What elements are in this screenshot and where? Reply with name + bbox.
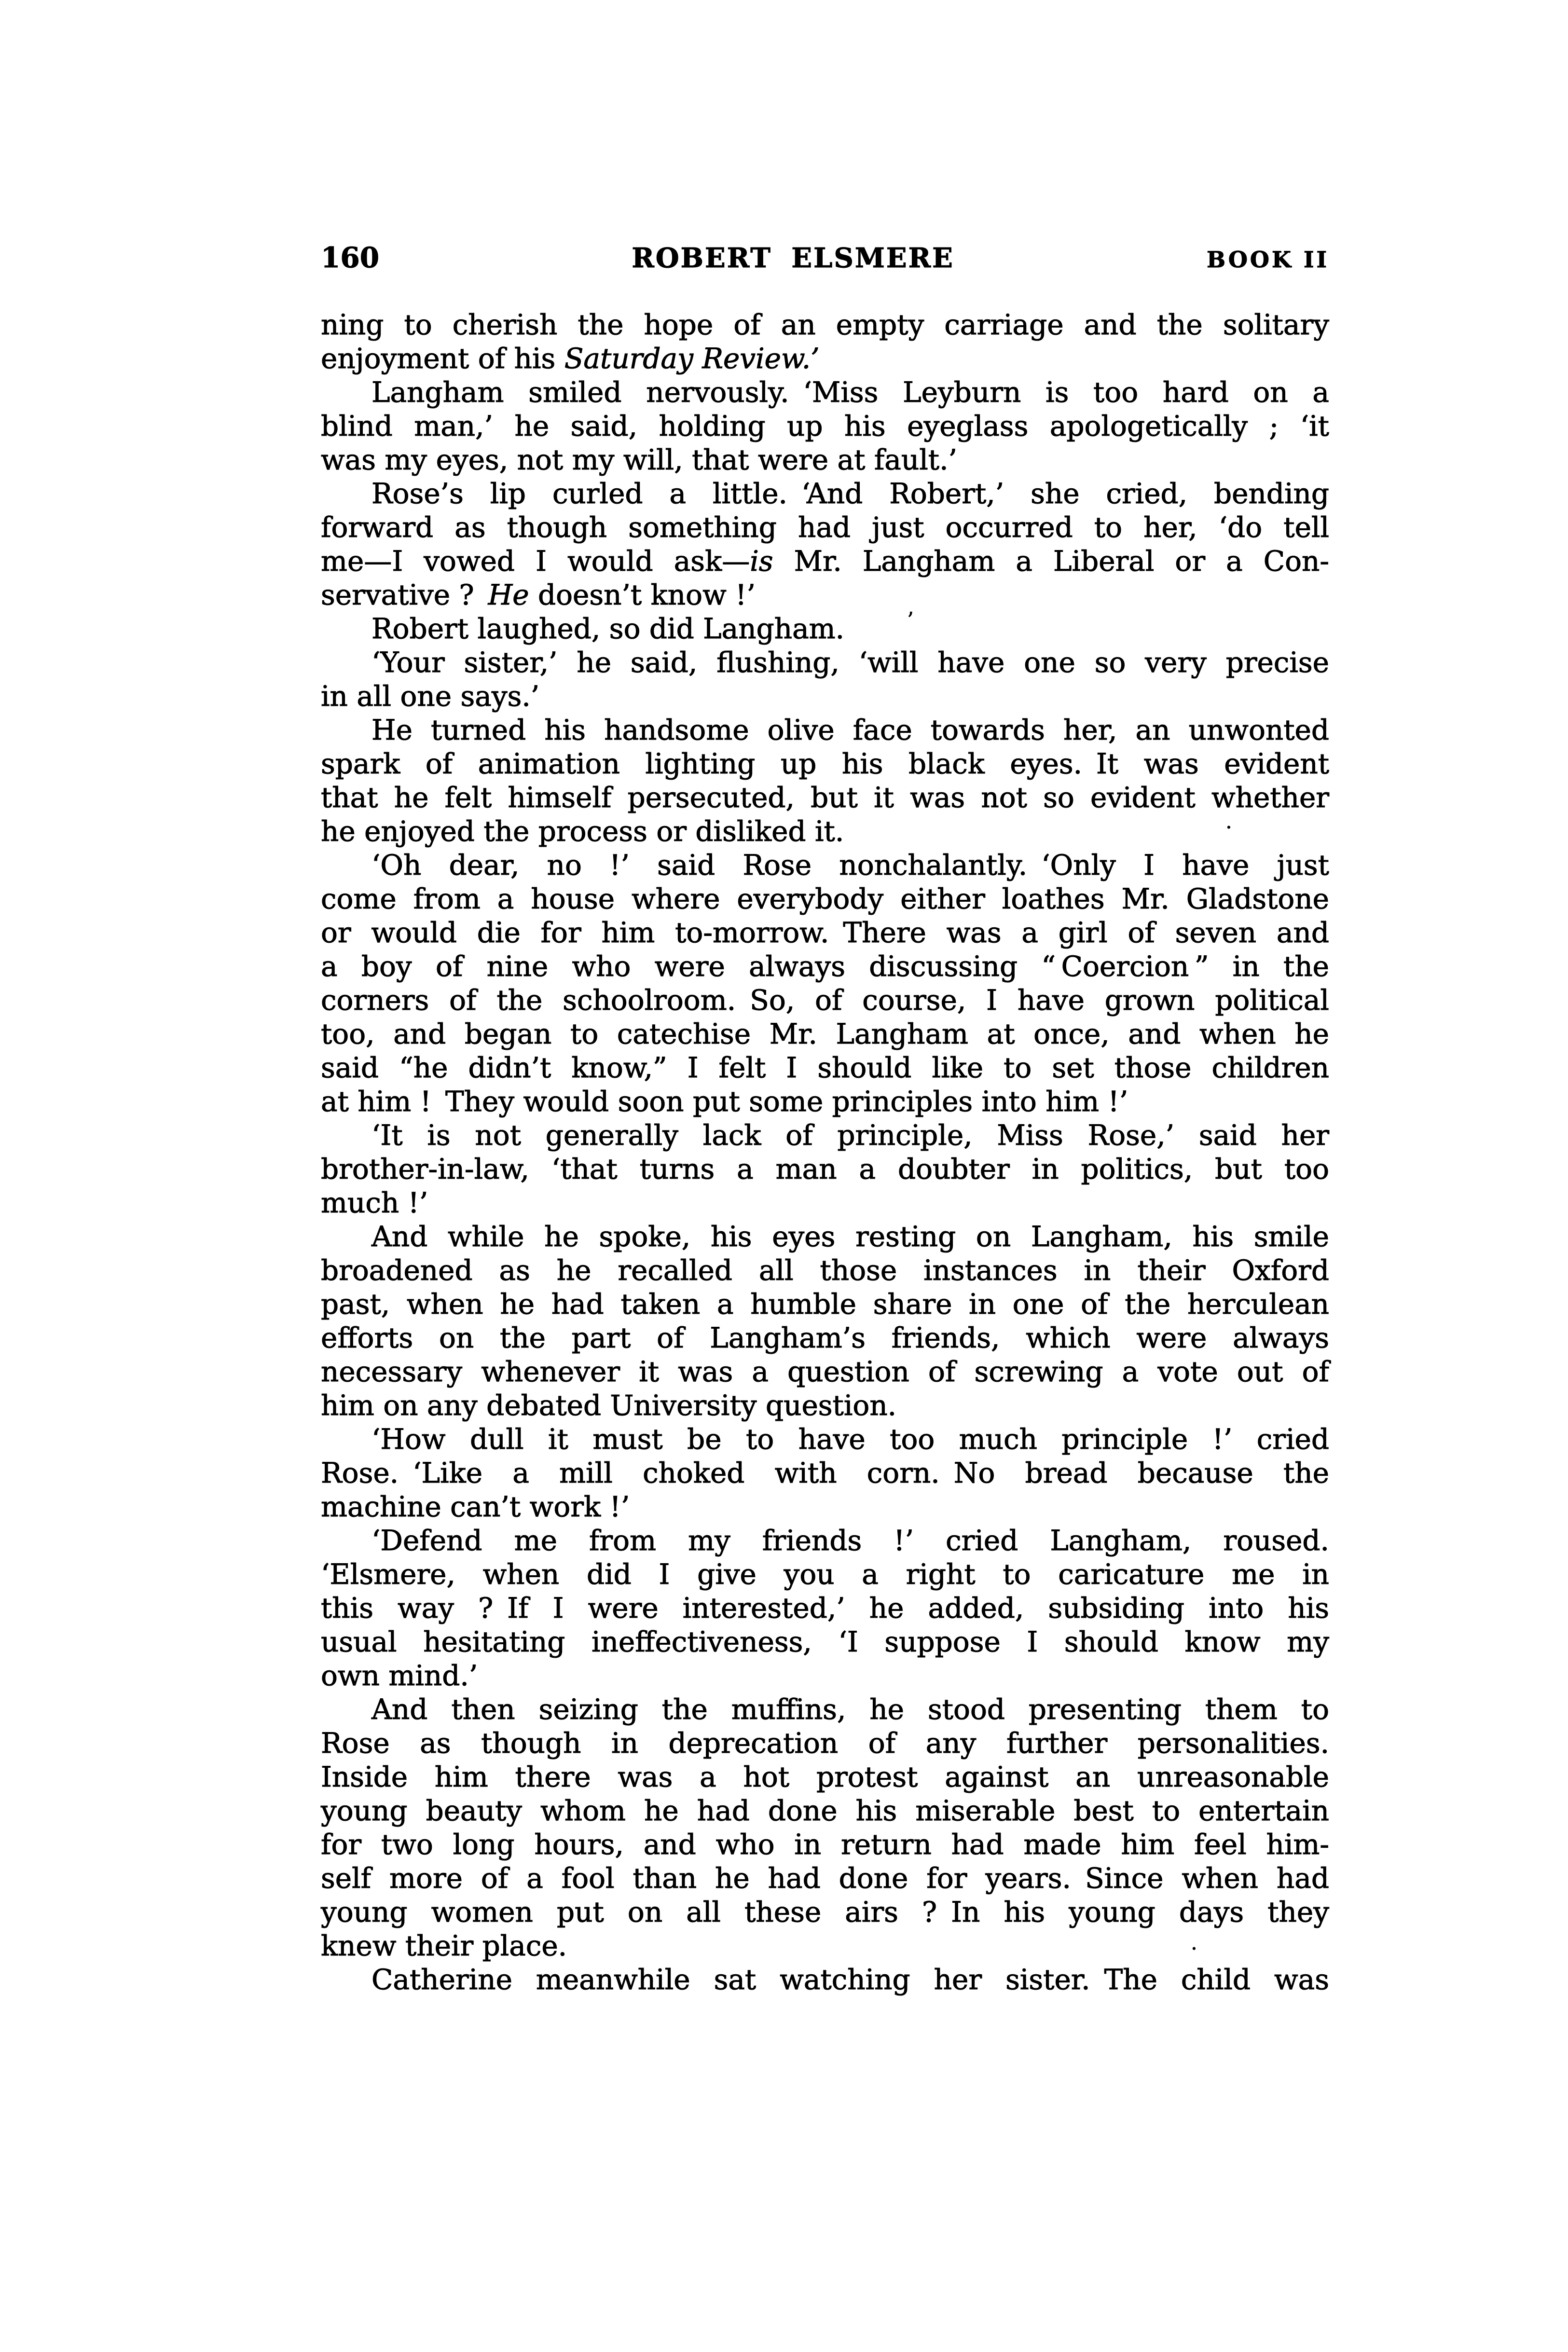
body-text: he enjoyed the process or disliked it. (321, 815, 844, 848)
text-line (321, 510, 1329, 544)
text-line (321, 1321, 1329, 1355)
body-text: Catherine meanwhile sat watching her sister. The child was (371, 1963, 1329, 1996)
text-line (321, 747, 1329, 781)
text-line (321, 848, 1329, 882)
body-text: Rose. ‘Like a mill choked with corn. No bread because the (321, 1457, 1329, 1489)
body-text: enjoyment of his (321, 342, 564, 375)
body-text: servative ? (321, 578, 488, 611)
text-line (321, 1760, 1329, 1794)
body-text: that he felt himself persecuted, but it was not so evident whether (321, 781, 1329, 814)
body-text: forward as though something had just occurred to her, ‘do tell (321, 511, 1329, 544)
ink-speck: · (1225, 815, 1232, 840)
body-text: own mind.’ (321, 1659, 478, 1692)
text-line (321, 1692, 1329, 1726)
text-line (321, 578, 1329, 612)
ink-speck: · (1191, 1937, 1197, 1961)
text-line (321, 882, 1329, 916)
body-text: for two long hours, and who in return had made him feel him- (321, 1828, 1329, 1861)
text-line (321, 1591, 1329, 1625)
text-line (321, 1625, 1329, 1659)
text-line (321, 1895, 1329, 1929)
body-text: doesn’t know !’ (529, 578, 756, 611)
text-line (321, 409, 1329, 443)
body-text: Robert laughed, so did Langham. (371, 612, 845, 645)
text-line (321, 544, 1329, 578)
text-line (321, 1220, 1329, 1253)
body-text: young beauty whom he had done his miserable best to entertain (321, 1794, 1329, 1827)
body-text: And while he spoke, his eyes resting on Langham, his smile (371, 1220, 1329, 1253)
body-text: me—I vowed I would ask— (321, 545, 750, 578)
body-text: much !’ (321, 1186, 428, 1219)
body-text: ‘How dull it must be to have too much principle !’ cried (371, 1423, 1329, 1456)
text-line (321, 477, 1329, 510)
text-line (321, 983, 1329, 1017)
text-line (321, 1490, 1329, 1524)
text-line (321, 1152, 1329, 1186)
body-text: ‘It is not generally lack of principle, Miss Rose,’ said her (371, 1119, 1329, 1152)
body-text: ‘Defend me from my friends !’ cried Langham, roused. (371, 1524, 1329, 1557)
body-text: ‘Oh dear, no !’ said Rose nonchalantly. ‘Only I have just (371, 849, 1329, 881)
body-text: too, and began to catechise Mr. Langham at once, and when he (321, 1018, 1329, 1050)
text-line (321, 1253, 1329, 1287)
body-text: was my eyes, not my will, that were at fault.’ (321, 443, 957, 476)
text-line (321, 1186, 1329, 1220)
body-text: knew their place. (321, 1929, 567, 1962)
body-text: past, when he had taken a humble share in one of the herculean (321, 1288, 1329, 1320)
italic-text: He (488, 578, 529, 611)
body-text: come from a house where everybody either loathes Mr. Gladstone (321, 882, 1329, 915)
body-text: ‘Your sister,’ he said, flushing, ‘will have one so very precise (371, 646, 1329, 679)
text-line (321, 608, 1329, 646)
body-text: self more of a fool than he had done for years. Since when had (321, 1862, 1329, 1895)
body-text: spark of animation lighting up his black eyes. It was evident (321, 747, 1329, 780)
text-line (321, 1085, 1329, 1118)
body-text: ning to cherish the hope of an empty carriage and the solitary (321, 308, 1329, 341)
body-text: him on any debated University question. (321, 1389, 897, 1422)
text-line (321, 1456, 1329, 1490)
body-text: Rose as though in deprecation of any further personalities. (321, 1727, 1329, 1760)
body-text: brother-in-law, ‘that turns a man a doubter in politics, but too (321, 1153, 1329, 1185)
body-text: He turned his handsome olive face towards her, an unwonted (371, 714, 1329, 746)
ink-speck: ’ (907, 608, 914, 633)
italic-text: is (750, 545, 773, 578)
body-text: necessary whenever it was a question of screwing a vote out of (321, 1355, 1329, 1388)
text-line (321, 713, 1329, 747)
text-line (321, 1963, 1329, 1996)
text-line (321, 308, 1329, 342)
text-line (321, 1557, 1329, 1591)
body-text: a boy of nine who were always discussing “ Coercion ” in the (321, 950, 1329, 983)
body-text: Mr. Langham a Liberal or a Con- (773, 545, 1329, 578)
text-line (321, 679, 1329, 713)
italic-text: Saturday Review.’ (564, 342, 820, 375)
page-number: 160 (321, 241, 380, 274)
text-line (321, 1422, 1329, 1456)
body-text: broadened as he recalled all those instances in their Oxford (321, 1254, 1329, 1287)
text-line (321, 1355, 1329, 1389)
body-text: corners of the schoolroom. So, of course, I have grown political (321, 984, 1329, 1017)
text-line (321, 781, 1329, 814)
page-text (321, 308, 1329, 1996)
body-text: ‘Elsmere, when did I give you a right to caricature me in (321, 1558, 1329, 1591)
text-line (321, 1726, 1329, 1760)
text-line (321, 1524, 1329, 1557)
body-text: usual hesitating ineffectiveness, ‘I suppose I should know my (321, 1625, 1329, 1658)
body-text: said “he didn’t know,” I felt I should like to set those children (321, 1051, 1329, 1084)
body-text: efforts on the part of Langham’s friends, which were always (321, 1321, 1329, 1354)
text-line (321, 1861, 1329, 1895)
text-line (321, 342, 1329, 375)
book-section-label: BOOK II (1207, 247, 1329, 273)
body-text: in all one says.’ (321, 680, 540, 713)
text-line (321, 1287, 1329, 1321)
text-line (321, 443, 1329, 477)
book-title: ROBERT ELSMERE (632, 242, 954, 274)
text-line (321, 1118, 1329, 1152)
body-text: at him ! They would soon put some principles into him !’ (321, 1085, 1128, 1118)
text-line (321, 375, 1329, 409)
running-header (321, 241, 1329, 274)
text-line (321, 1929, 1329, 1963)
text-line (321, 1051, 1329, 1085)
text-line (321, 1389, 1329, 1422)
body-text: this way ? If I were interested,’ he added, subsiding into his (321, 1592, 1329, 1624)
body-text: Inside him there was a hot protest against an unreasonable (321, 1761, 1329, 1793)
body-text: young women put on all these airs ? In his young days they (321, 1896, 1329, 1928)
text-line (321, 646, 1329, 679)
text-line (321, 1794, 1329, 1828)
body-text: Rose’s lip curled a little. ‘And Robert,’ she cried, bending (371, 477, 1329, 510)
text-line (321, 1017, 1329, 1051)
text-line (321, 949, 1329, 983)
body-text: machine can’t work !’ (321, 1490, 630, 1523)
text-line (321, 916, 1329, 949)
text-line (321, 814, 1329, 848)
body-text: blind man,’ he said, holding up his eyeglass apologetically ; ‘it (321, 410, 1329, 442)
body-text: And then seizing the muffins, he stood presenting them to (371, 1693, 1329, 1726)
body-text: or would die for him to-morrow. There was a girl of seven and (321, 916, 1329, 949)
text-line (321, 1659, 1329, 1692)
body-text: Langham smiled nervously. ‘Miss Leyburn is too hard on a (371, 376, 1329, 409)
text-line (321, 1828, 1329, 1861)
